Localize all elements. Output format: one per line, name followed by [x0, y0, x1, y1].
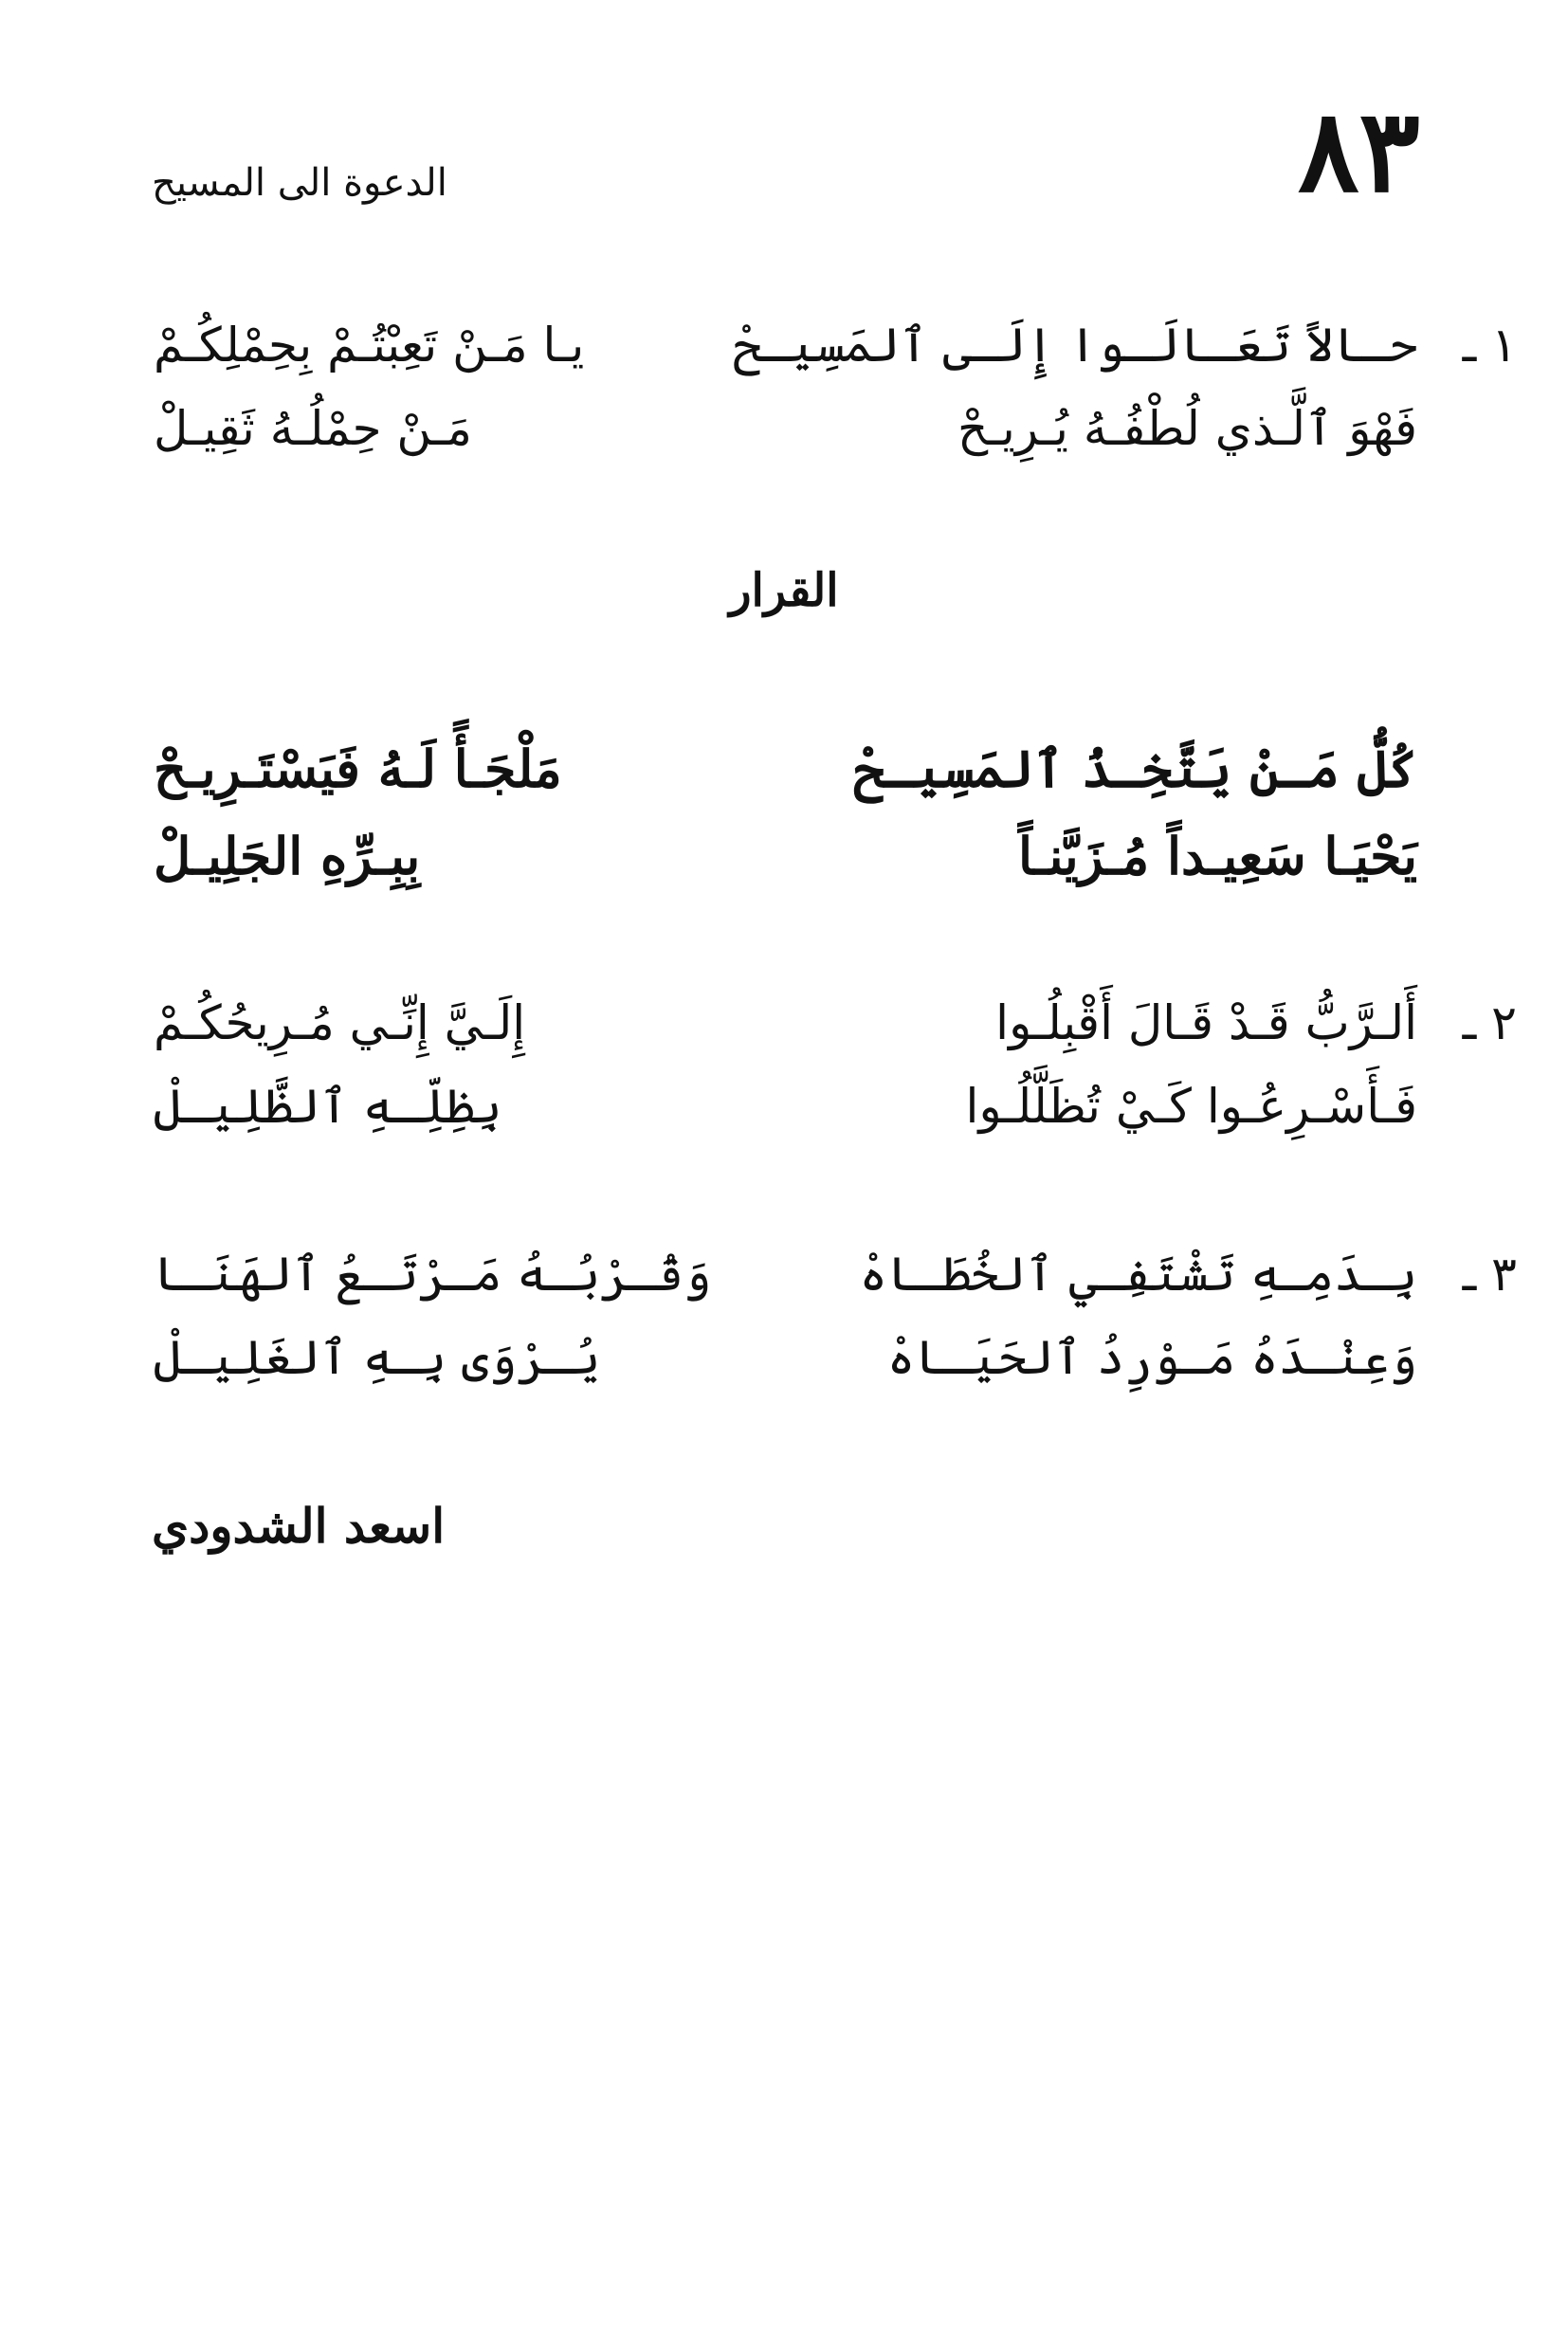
verse-line [142, 1316, 1417, 1399]
verse-number: ٢ ـ [1462, 995, 1517, 1050]
verse-number: ٣ ـ [1462, 1247, 1517, 1302]
hemistich-first: فَـأَسْـرِعُـوا كَـيْ تُظَلَّلُـوا [965, 1079, 1417, 1134]
hymn-number: ٨٣ [1298, 84, 1420, 218]
hemistich-second: مَلْجَـأً لَـهُ فَيَسْتَـرِيـحْ [154, 738, 562, 799]
hemistich-first: بِـدَمِـهِ تَشْتَفِـي ٱلخُطَـاهْ [859, 1247, 1417, 1302]
hemistich-first: وَعِنْـدَهُ مَـوْرِدُ ٱلحَيَـاهْ [886, 1330, 1417, 1385]
stanza-1 [142, 303, 1517, 470]
verse-number: ١ ـ [1462, 318, 1517, 373]
hemistich-second: بِبِـرِّهِ الجَلِيـلْ [154, 826, 421, 886]
hemistich-second: يُـرْوَى بِـهِ ٱلغَلِيـلْ [154, 1330, 601, 1385]
verse-line [142, 303, 1517, 387]
stanza-2 [142, 981, 1517, 1148]
hemistich-second: وَقُـرْبُـهُ مَـرْتَـعُ ٱلهَنَـا [154, 1247, 712, 1302]
hemistich-second: إِلَـيَّ إِنِّـي مُـرِيحُكُـمْ [154, 995, 526, 1050]
verse-line [142, 1065, 1417, 1148]
running-title: الدعوة الى المسيح [152, 161, 447, 205]
hemistich-first: أَلـرَّبُّ قَـدْ قَـالَ أَقْبِلُـوا [995, 995, 1417, 1050]
chorus-heading: القرار [729, 564, 839, 617]
author-name: اسعد الشدودي [152, 1498, 446, 1554]
stanza-3 [142, 1232, 1517, 1399]
hemistich-second: يـا مَـنْ تَعِبْتُـمْ بِحِمْلِكُـمْ [154, 318, 585, 373]
hemistich-first: حـالاً تَعَـالَـوا إِلَـى ٱلمَسِيـحْ [733, 318, 1417, 373]
verse-line [142, 387, 1417, 470]
verse-line [142, 725, 1417, 812]
verse-line [142, 1232, 1517, 1316]
hemistich-first: كُلُّ مَـنْ يَتَّخِـذُ ٱلمَسِيـحْ [853, 738, 1417, 799]
hemistich-first: يَحْيَـا سَعِيـداً مُـزَيَّنـاً [1018, 826, 1417, 886]
chorus [142, 725, 1417, 900]
hemistich-second: بِظِلِّـهِ ٱلظَّلِيـلْ [154, 1079, 502, 1134]
hemistich-second: مَـنْ حِمْلُـهُ ثَقِيـلْ [154, 401, 472, 456]
verse-line [142, 981, 1517, 1065]
hemistich-first: فَهْوَ ٱلَّـذي لُطْفُـهُ يُـرِيـحْ [957, 401, 1417, 456]
verse-line [142, 812, 1417, 900]
